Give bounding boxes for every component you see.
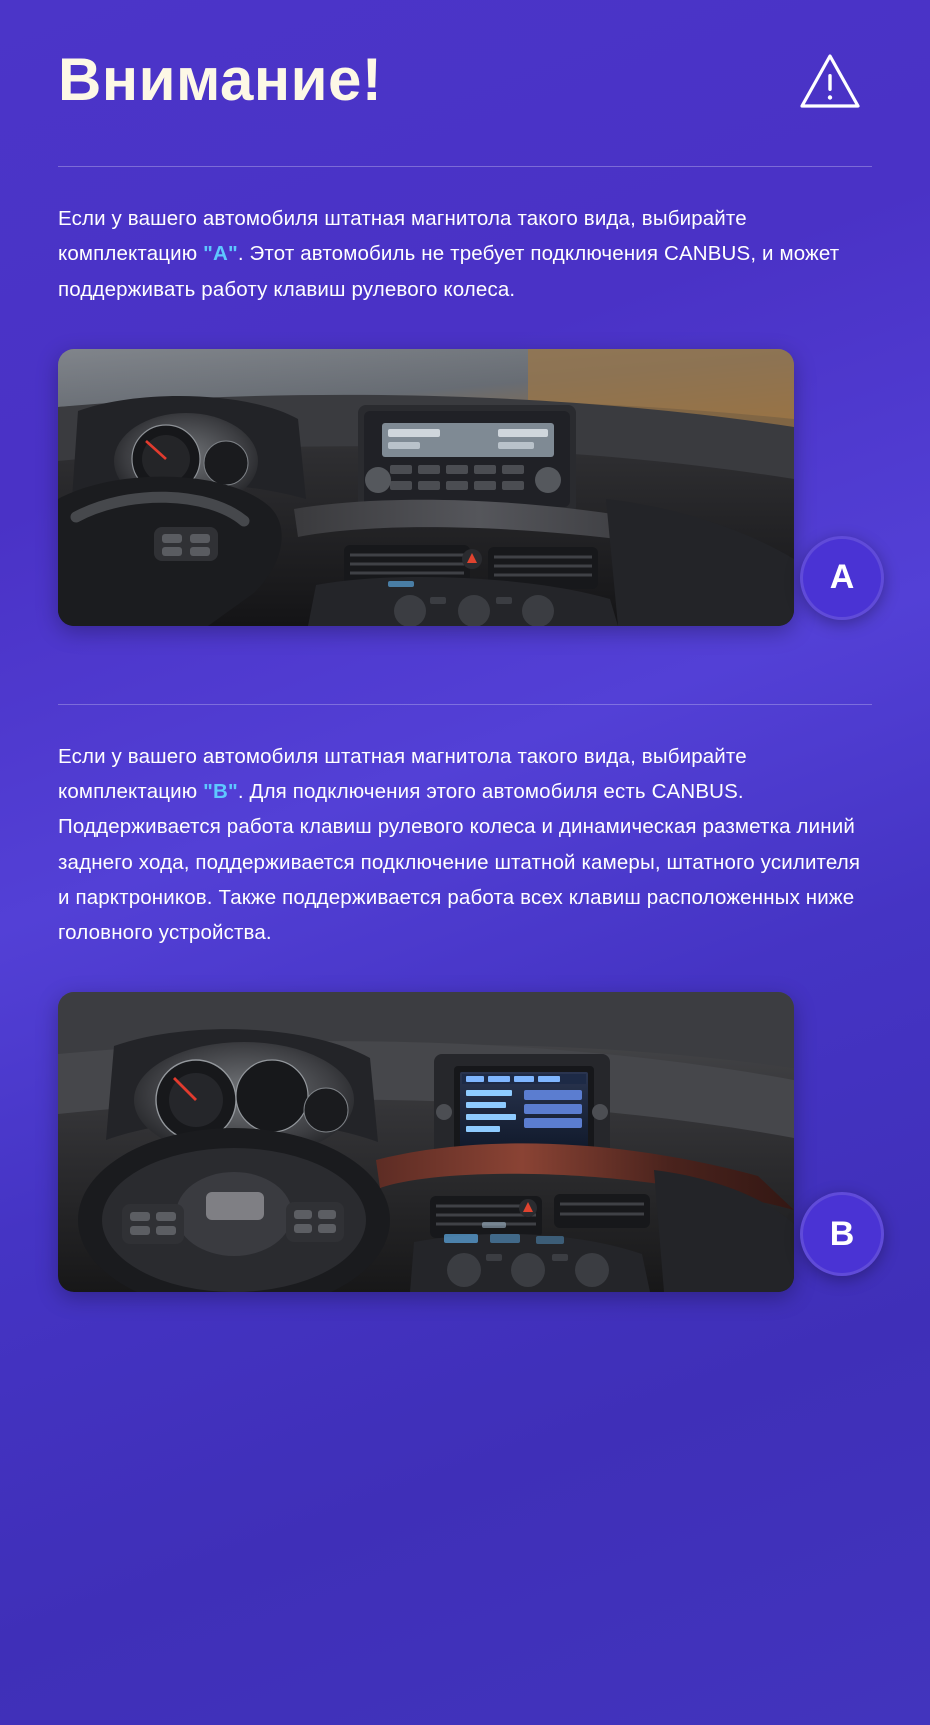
badge-variant-b: B <box>800 1192 884 1276</box>
paragraph-a-after: . Этот автомобиль не требует подключения CANBUS, и может поддерживать работу клавиш рулевого колеса. <box>58 242 840 301</box>
paragraph-b-after: . Для подключения этого автомобиля есть CANBUS. Поддерживается работа клавиш рулевого колеса и динамическая разметка линий заднего хода, поддерживается подключение штатной камеры, штатного усилителя и парктроников. Также поддерживается работа всех клавиш расположенных ниже головного устройства. <box>58 780 861 944</box>
kit-label-a: "A" <box>203 242 238 266</box>
warning-triangle-icon <box>798 50 862 114</box>
paragraph-variant-b <box>58 705 872 951</box>
page-title: Внимание! <box>58 46 383 113</box>
kit-label-b: "B" <box>203 780 238 803</box>
badge-variant-a: A <box>800 536 884 620</box>
paragraph-b-before: Если у вашего автомобиля штатная магнитола такого вида, выбирайте комплектацию <box>58 744 747 803</box>
car-interior-photo-a <box>58 349 794 626</box>
page-header <box>58 0 872 114</box>
photo-block-variant-a <box>58 349 872 626</box>
paragraph-a-before: Если у вашего автомобиля штатная магнитола такого вида, выбирайте комплектацию <box>58 207 747 266</box>
photo-block-variant-b <box>58 992 872 1292</box>
paragraph-variant-a <box>58 167 872 307</box>
car-interior-photo-b <box>58 992 794 1292</box>
